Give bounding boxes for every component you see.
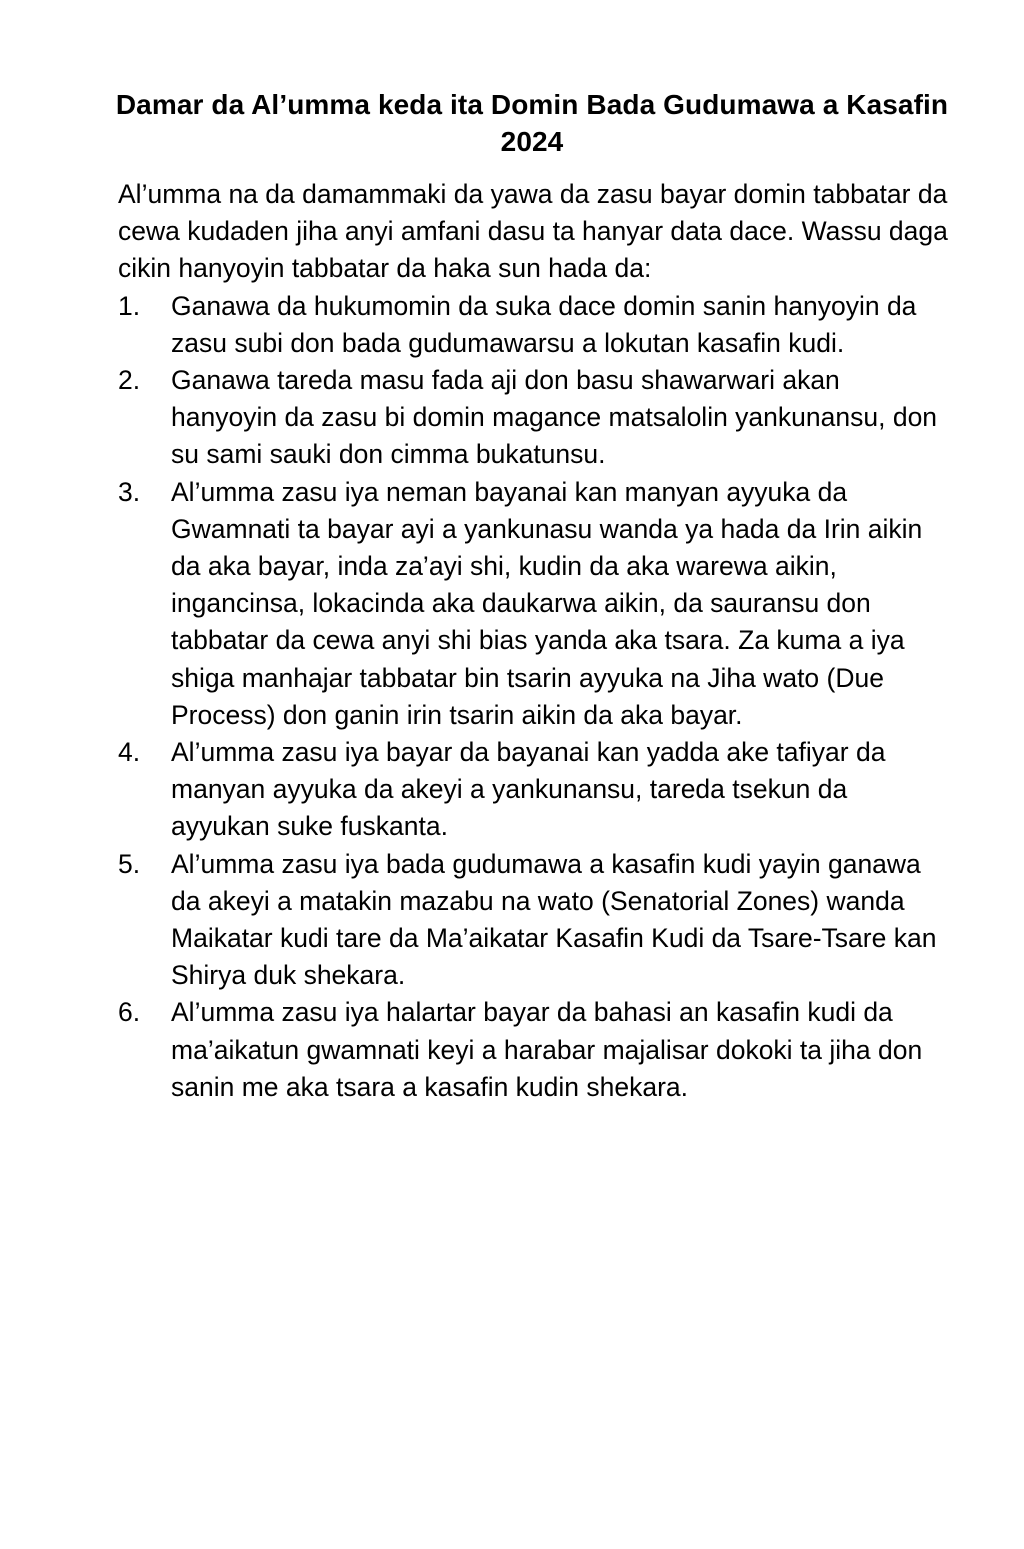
document-body bbox=[118, 176, 948, 1106]
list-item-text: Ganawa da hukumomin da suka dace domin sanin hanyoyin da zasu subi don bada gudumawarsu a lokutan kasafin kudi. bbox=[171, 290, 917, 358]
list-item bbox=[118, 734, 948, 846]
list-item bbox=[118, 994, 948, 1106]
list-item-number: 5. bbox=[118, 848, 141, 879]
list-item-number: 4. bbox=[118, 737, 141, 768]
list-item-text: Al’umma zasu iya bada gudumawa a kasafin kudi yayin ganawa da akeyi a matakin mazabu na wato (Senatorial Zones) wanda Maikatar kudi tare da Ma’aikatar Kasafin Kudi da Tsare-Tsare kan Shirya duk shekara. bbox=[171, 848, 937, 991]
list-item-number: 2. bbox=[118, 365, 141, 396]
document-title: Damar da Al’umma keda ita Domin Bada Gudumawa a Kasafin 2024 bbox=[115, 89, 949, 157]
list-item bbox=[118, 846, 948, 995]
list-item-number: 1. bbox=[118, 290, 141, 321]
list-item-number: 6. bbox=[118, 997, 141, 1028]
list-item-text: Ganawa tareda masu fada aji don basu shawarwari akan hanyoyin da zasu bi domin magance matsalolin yankunansu, don su sami sauki don cimma bukatunsu. bbox=[171, 365, 938, 470]
list-item-text: Al’umma zasu iya halartar bayar da bahasi an kasafin kudi da ma’aikatun gwamnati keyi a harabar majalisar dokoki ta jiha don sanin me aka tsara a kasafin kudin shekara. bbox=[171, 997, 923, 1102]
list-item bbox=[118, 474, 948, 734]
list-item bbox=[118, 362, 948, 474]
list-item-text: Al’umma zasu iya neman bayanai kan manyan ayyuka da Gwamnati ta bayar ayi a yankunasu wanda ya hada da Irin aikin da aka bayar, inda za’ayi shi, kudin da aka warewa aikin, ingancinsa, lokacinda aka daukarwa aikin, da sauransu don tabbatar da cewa anyi shi bias yanda aka tsara. Za kuma a iya shiga manhajar tabbatar bin tsarin ayyuka na Jiha wato (Due Process) don ganin irin tsarin aikin da aka bayar. bbox=[171, 476, 923, 730]
numbered-list bbox=[118, 288, 948, 1106]
list-item bbox=[118, 288, 948, 362]
list-item-text: Al’umma zasu iya bayar da bayanai kan yadda ake tafiyar da manyan ayyuka da akeyi a yankunansu, tareda tsekun da ayyukan suke fuskanta. bbox=[171, 737, 886, 842]
intro-paragraph: Al’umma na da damammaki da yawa da zasu bayar domin tabbatar da cewa kudaden jiha anyi amfani dasu ta hanyar data dace. Wassu daga cikin hanyoyin tabbatar da haka sun hada da: bbox=[118, 179, 948, 284]
list-item-number: 3. bbox=[118, 476, 141, 507]
